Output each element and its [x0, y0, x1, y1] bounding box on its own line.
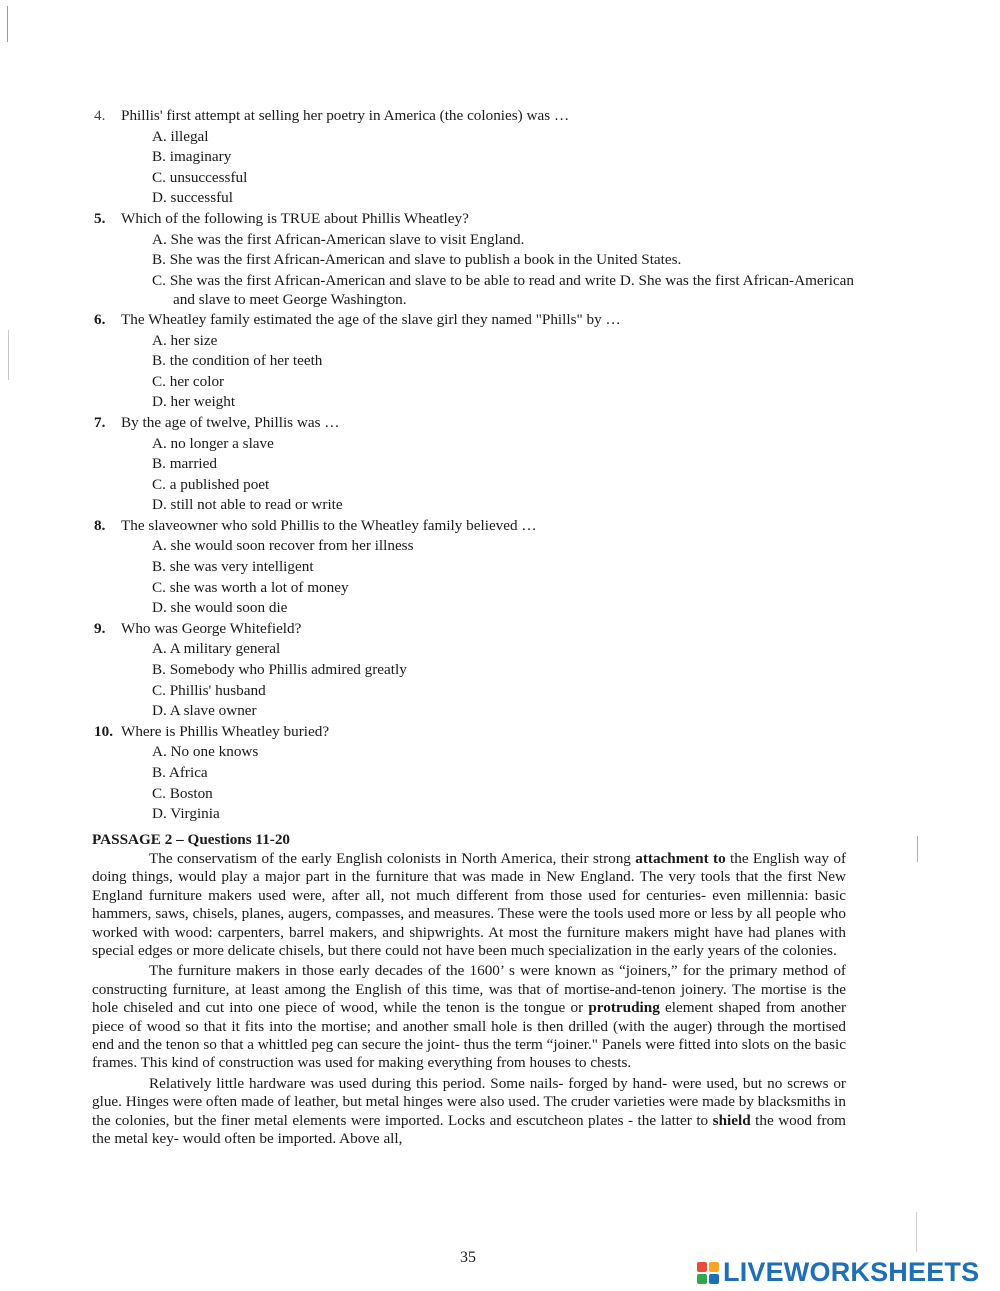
question-item — [94, 413, 854, 516]
answer-option[interactable]: D. her weight — [152, 393, 236, 411]
option-list — [152, 536, 854, 618]
paragraph-text: element shaped from another piece of wood so that it fits into the mortise; and another small hole is then drilled (with the auger) through the mortised end and the tenon so that a whittled peg can secure the joint- thus the term “joiner." Panels were fitted into slots on the basic frames. This kind of construction was used for making everything from houses to chests. — [92, 999, 846, 1072]
brand-wordmark: LIVEWORKSHEETS — [723, 1257, 980, 1287]
paragraph-text: The furniture makers in those early decades of the 1600’ s were known as “joiners,” for the primary method of constructing furniture, at least among the English of this time, was that of mortise-and-tenon joinery. The mortise is the hole chiseled and cut into one piece of wood, while the tenon is the tongue or — [92, 962, 846, 1017]
highlighted-term: protruding — [588, 999, 660, 1017]
answer-option[interactable]: C. she was worth a lot of money — [152, 578, 349, 596]
scan-edge-mark — [917, 836, 918, 862]
answer-option[interactable]: B. Somebody who Phillis admired greatly — [152, 661, 407, 679]
question-stem: Which of the following is TRUE about Phillis Wheatley? — [121, 209, 469, 227]
scan-edge-mark — [916, 1212, 917, 1252]
question-stem: Phillis' first attempt at selling her poetry in America (the colonies) was … — [121, 107, 570, 124]
answer-option[interactable]: A. No one knows — [152, 743, 259, 761]
paragraph-text: the wood from the metal key- would often be imported. Above all, — [92, 1111, 846, 1148]
page-number: 35 — [460, 1249, 476, 1266]
answer-option[interactable]: D. A slave owner — [152, 702, 257, 720]
paragraph-text: the English way of doing things, would play a major part in the furniture that was made in New England. The very tools that the first New England furniture makers used were, after all, not much different from those used for centuries- even millennia: basic hammers, saws, chisels, planes, augers, compasses, and measures. These were the tools used more or less by all people who worked with wood: carpenters, barrel makers, and shipwrights. At most the furniture makers might have had planes with special edges or more delicate chisels, but there could not have been much specialization in the early years of the colonies. — [92, 850, 847, 960]
answer-option[interactable]: A. She was the first African-American slave to visit England. — [152, 230, 525, 248]
answer-option[interactable]: C. Phillis' husband — [152, 681, 266, 699]
answer-option[interactable]: D. she would soon die — [152, 599, 288, 617]
highlighted-term: shield — [712, 1111, 751, 1129]
answer-option[interactable]: C. her color — [152, 372, 225, 390]
question-number: 10. — [94, 722, 113, 740]
scan-edge-mark — [8, 330, 9, 380]
answer-option[interactable]: C. unsuccessful — [152, 168, 248, 186]
logo-icon — [697, 1262, 719, 1284]
answer-option[interactable]: B. Africa — [152, 764, 208, 781]
option-list — [152, 742, 854, 824]
answer-option[interactable]: D. successful — [152, 189, 233, 207]
answer-option[interactable]: A. illegal — [152, 127, 209, 145]
paragraph-text: The conservatism of the early English colonists in North America, their strong — [149, 850, 636, 867]
answer-option[interactable]: D. Virginia — [152, 805, 220, 823]
answer-option[interactable]: B. she was very intelligent — [152, 558, 314, 576]
answer-option[interactable]: C. a published poet — [152, 475, 270, 493]
answer-option[interactable]: B. the condition of her teeth — [152, 352, 323, 370]
answer-option[interactable]: C. Boston — [152, 784, 213, 802]
question-number: 4. — [94, 107, 106, 124]
question-item — [94, 209, 854, 310]
question-item — [94, 310, 854, 413]
paragraph-text: Relatively little hardware was used during this period. Some nails- forged by hand- were used, but no screws or glue. Hinges were often made of leather, but metal hinges were also used. The cruder varieties were made by blacksmiths in the colonies, but the finer metal elements were imported. Locks and escutcheon plates - the latter to — [92, 1074, 846, 1129]
passage-paragraph — [92, 850, 846, 960]
answer-option[interactable]: A. her size — [152, 331, 218, 349]
question-number: 9. — [94, 619, 106, 637]
passage-heading: PASSAGE 2 – Questions 11-20 — [92, 831, 291, 848]
passage-paragraph — [92, 962, 846, 1072]
option-list — [152, 331, 854, 413]
question-stem: The slaveowner who sold Phillis to the Wheatley family believed … — [121, 516, 537, 534]
question-list — [94, 106, 854, 825]
option-list — [152, 127, 854, 209]
question-number: 5. — [94, 209, 106, 227]
reading-passage — [92, 829, 846, 1151]
answer-option[interactable]: A. no longer a slave — [152, 434, 274, 452]
question-item — [94, 516, 854, 619]
logo-square — [697, 1274, 707, 1284]
logo-square — [709, 1262, 719, 1272]
option-list — [152, 230, 854, 310]
question-stem: Where is Phillis Wheatley buried? — [121, 722, 330, 740]
answer-option[interactable]: B. She was the first African-American and slave to publish a book in the United States. — [152, 251, 682, 269]
question-number: 6. — [94, 310, 106, 328]
liveworksheets-logo[interactable] — [697, 1257, 979, 1288]
option-list — [152, 434, 854, 516]
question-stem: By the age of twelve, Phillis was … — [121, 413, 340, 431]
answer-option[interactable]: A. she would soon recover from her illness — [152, 537, 414, 555]
highlighted-term: attachment to — [635, 850, 726, 867]
question-stem: Who was George Whitefield? — [121, 619, 302, 637]
answer-option[interactable]: C. She was the first African-American and slave to be able to read and write D. She was the first African-American and slave to meet George Washington. — [152, 271, 854, 309]
question-number: 7. — [94, 413, 106, 431]
answer-option[interactable]: B. married — [152, 455, 217, 473]
question-item — [94, 722, 854, 825]
passage-paragraph — [92, 1075, 846, 1149]
answer-option[interactable]: A. A military general — [152, 640, 281, 658]
question-number: 8. — [94, 516, 106, 534]
logo-square — [709, 1274, 719, 1284]
scan-edge-mark — [7, 6, 8, 42]
logo-square — [697, 1262, 707, 1272]
question-item — [94, 106, 854, 209]
question-item — [94, 619, 854, 722]
option-list — [152, 639, 854, 721]
question-stem: The Wheatley family estimated the age of the slave girl they named "Phills" by … — [121, 310, 621, 328]
answer-option[interactable]: B. imaginary — [152, 148, 232, 166]
answer-option[interactable]: D. still not able to read or write — [152, 496, 343, 514]
